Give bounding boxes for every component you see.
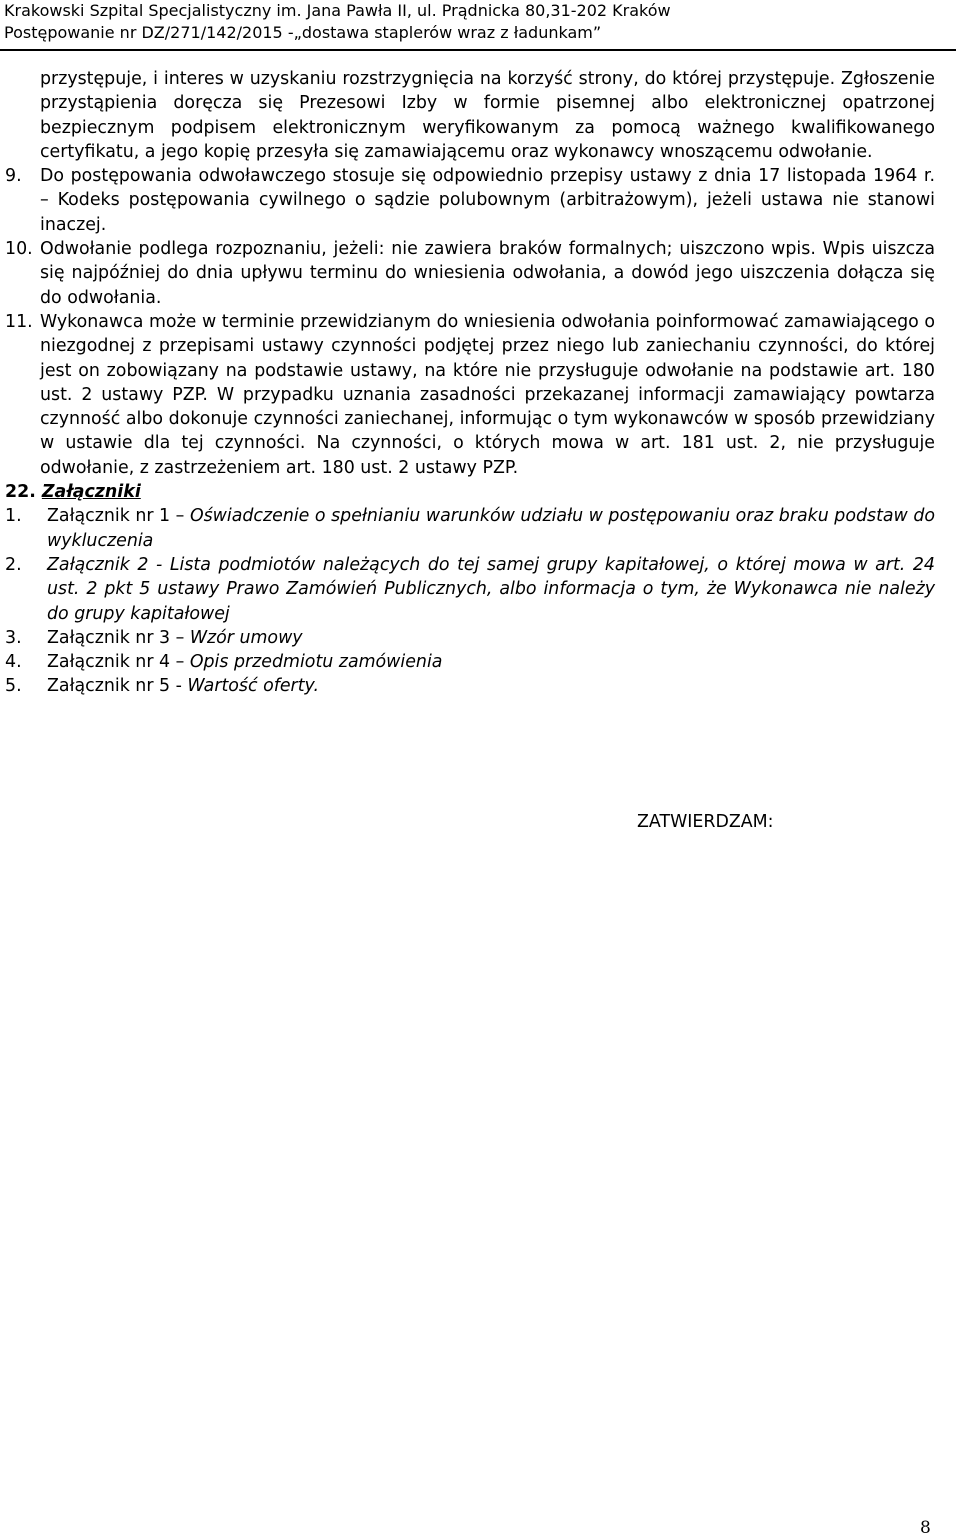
attachment-text xyxy=(47,504,935,553)
header-divider xyxy=(0,49,956,51)
attachment-text xyxy=(47,626,935,650)
item-text: Odwołanie podlega rozpoznaniu, jeżeli: nie zawiera braków formalnych; uiszczono wpis. Wpis uiszcza się najpóźniej do dnia upływu terminu do wniesienia odwołania, a dowód jego uiszczenia dołącza się do odwołania. xyxy=(40,239,935,308)
attachment-title: Oświadczenie o spełnianiu warunków udziału w postępowaniu oraz braku podstaw do wykluczenia xyxy=(47,506,936,551)
attachment-item-3 xyxy=(5,626,935,650)
attachment-prefix: Załącznik nr 1 – xyxy=(47,506,190,527)
attachment-title: Opis przedmiotu zamówienia xyxy=(189,652,443,673)
item-number: 11. xyxy=(5,311,33,332)
attachment-item-4 xyxy=(5,650,935,674)
attachment-text xyxy=(47,553,935,626)
attachment-title: Wartość oferty. xyxy=(187,676,319,697)
item-number: 9. xyxy=(5,166,22,187)
attachment-item-5 xyxy=(5,674,935,698)
attachment-item-2 xyxy=(5,553,935,626)
attachment-text xyxy=(47,650,935,674)
page-header xyxy=(4,0,956,44)
attachment-title: Wzór umowy xyxy=(189,627,303,648)
section-number: 22. xyxy=(5,482,36,503)
attachment-number: 1. xyxy=(5,506,22,527)
document-body xyxy=(5,67,935,699)
attachment-number: 4. xyxy=(5,652,22,673)
list-item-10 xyxy=(5,237,935,310)
attachment-text xyxy=(47,674,935,698)
section-heading xyxy=(5,480,935,504)
list-item-9 xyxy=(5,164,935,237)
item-number: 10. xyxy=(5,239,33,260)
section-title: Załączniki xyxy=(41,482,141,503)
header-hospital: Krakowski Szpital Specjalistyczny im. Jana Pawła II, ul. Prądnicka 80,31-202 Kraków xyxy=(4,1,671,20)
attachment-title: Załącznik 2 - Lista podmiotów należących do tej samej grupy kapitałowej, o której mowa w art. 24 ust. 2 pkt 5 ustawy Prawo Zamówień Publicznych, albo informacja o tym, że Wykonawca nie należy do grupy kapitałowej xyxy=(47,554,935,624)
attachment-prefix: Załącznik nr 3 – xyxy=(47,627,190,648)
attachment-prefix: Załącznik nr 5 - xyxy=(47,676,188,697)
page-number: 8 xyxy=(920,1518,931,1538)
attachment-number: 3. xyxy=(5,627,22,648)
item-text: Wykonawca może w terminie przewidzianym do wniesienia odwołania poinformować zamawiającego o niezgodnej z przepisami ustawy czynności podjętej przez niego lub zaniechaniu czynności, do której jest on zobowiązany na podstawie ustawy, na które nie przysługuje odwołanie na podstawie art. 180 ust. 2 ustawy PZP. W przypadku uznania zasadności przekazanej informacji zamawiający powtarza czynność albo dokonuje czynności zaniechanej, informując o tym wykonawców w sposób przewidziany w ustawie dla tej czynności. Na czynności, o których mowa w art. 181 ust. 2, nie przysługuje odwołanie, z zastrzeżeniem art. 180 ust. 2 ustawy PZP. xyxy=(40,311,935,478)
paragraph-intro: przystępuje, i interes w uzyskaniu rozstrzygnięcia na korzyść strony, do której przystępuje. Zgłoszenie przystąpienia doręcza się Prezesowi Izby w formie pisemnej albo elektronicznej opatrzonej bezpiecznym podpisem elektronicznym weryfikowanym za pomocą ważnego kwalifikowanego certyfikatu, a jego kopię przesyła się zamawiającemu oraz wykonawcy wnoszącemu odwołanie. xyxy=(40,69,935,162)
approval-label: ZATWIERDZAM: xyxy=(637,812,774,832)
header-procedure: Postępowanie nr DZ/271/142/2015 -„dostawa staplerów wraz z ładunkam” xyxy=(4,23,602,42)
attachment-item-1 xyxy=(5,504,935,553)
item-text: Do postępowania odwoławczego stosuje się odpowiednio przepisy ustawy z dnia 17 listopada 1964 r. – Kodeks postępowania cywilnego o sądzie polubownym (arbitrażowym), jeżeli ustawa nie stanowi inaczej. xyxy=(40,166,935,235)
list-item-11 xyxy=(5,310,935,480)
attachment-number: 2. xyxy=(5,554,22,575)
attachment-number: 5. xyxy=(5,676,22,697)
attachment-prefix: Załącznik nr 4 – xyxy=(47,652,190,673)
